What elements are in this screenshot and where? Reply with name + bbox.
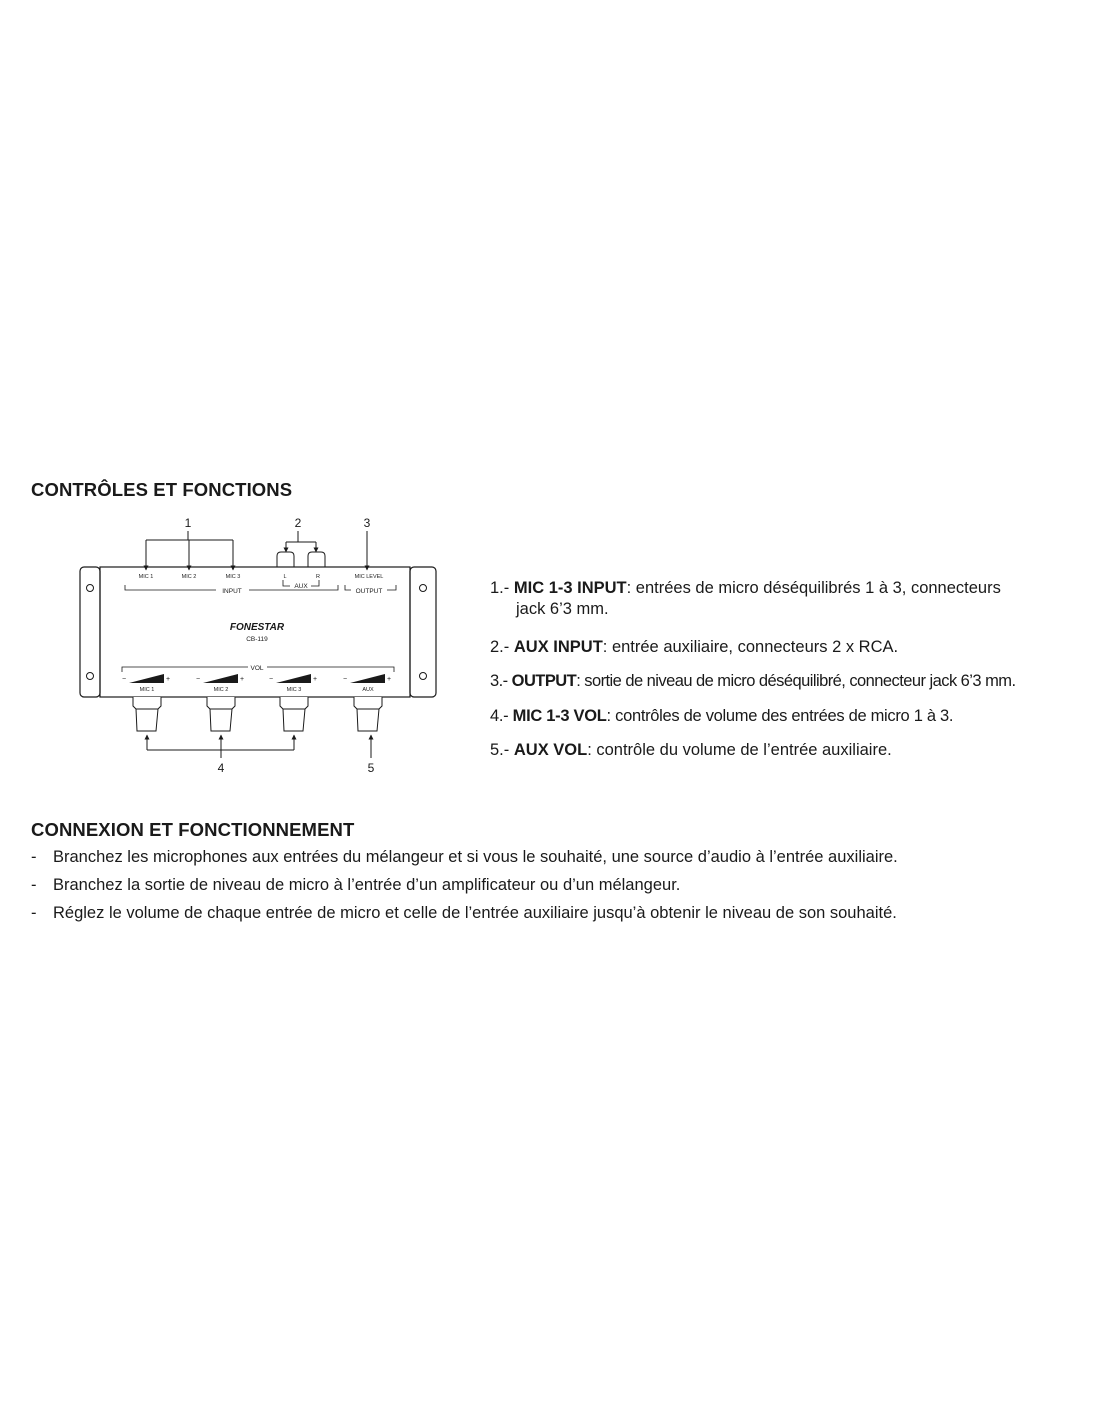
function-number: 3.- bbox=[490, 672, 508, 690]
function-term: MIC 1-3 INPUT bbox=[513, 579, 627, 597]
label-output-group: OUTPUT bbox=[355, 588, 383, 595]
function-item bbox=[490, 578, 1065, 620]
connection-text: Branchez la sortie de niveau de micro à l’entrée d’un amplificateur ou d’un mélangeur. bbox=[53, 876, 681, 894]
label-mic-level: MIC LEVEL bbox=[354, 574, 384, 580]
label-aux-l: L bbox=[283, 574, 287, 580]
label-mic1-input: MIC 1 bbox=[138, 574, 154, 580]
ramp-minus-3: − bbox=[268, 676, 274, 683]
ramp-plus-2: + bbox=[239, 676, 245, 683]
label-aux-r: R bbox=[316, 574, 320, 580]
callout-5: 5 bbox=[367, 761, 375, 775]
label-mic3-input: MIC 3 bbox=[225, 574, 241, 580]
function-term: AUX VOL bbox=[513, 741, 588, 759]
ramp-plus-3: + bbox=[312, 676, 318, 683]
label-mic3-vol: MIC 3 bbox=[286, 687, 302, 693]
callout-1-leader bbox=[146, 531, 233, 570]
function-desc: : entrée auxiliaire, connecteurs 2 x RCA. bbox=[602, 638, 899, 656]
bullet-dash: - bbox=[31, 876, 37, 894]
function-desc: : sortie de niveau de micro déséquilibré, connecteur jack 6’3 mm. bbox=[576, 672, 1016, 690]
connection-text: Réglez le volume de chaque entrée de micro et celle de l’entrée auxiliaire jusqu’à obtenir le niveau de son souhaité. bbox=[53, 904, 897, 922]
function-desc: : entrées de micro déséquilibrés 1 à 3, connecteurs bbox=[626, 579, 1001, 597]
section-title-controls: CONTRÔLES ET FONCTIONS bbox=[31, 479, 293, 500]
ramp-minus-1: − bbox=[121, 676, 127, 683]
function-item bbox=[490, 706, 1065, 727]
ramp-plus-1: + bbox=[165, 676, 171, 683]
function-term: AUX INPUT bbox=[513, 638, 603, 656]
label-aux-group: AUX bbox=[294, 583, 308, 590]
label-aux-vol: AUX bbox=[362, 687, 374, 693]
function-number: 5.- bbox=[490, 741, 510, 759]
callout-2: 2 bbox=[294, 516, 302, 530]
label-vol: VOL bbox=[250, 665, 264, 672]
bullet-dash: - bbox=[31, 848, 37, 866]
function-desc-cont: jack 6’3 mm. bbox=[516, 600, 609, 618]
label-mic2-vol: MIC 2 bbox=[213, 687, 229, 693]
function-desc: : contrôle du volume de l’entrée auxiliaire. bbox=[587, 741, 892, 759]
function-number: 2.- bbox=[490, 638, 510, 656]
callout-1: 1 bbox=[184, 516, 192, 530]
ramp-plus-4: + bbox=[386, 676, 392, 683]
callout-4: 4 bbox=[217, 761, 225, 775]
ramp-minus-4: − bbox=[342, 676, 348, 683]
callout-4-leader bbox=[147, 735, 294, 758]
volume-knob-icons bbox=[133, 697, 382, 731]
connection-text: Branchez les microphones aux entrées du mélangeur et si vous le souhaité, une source d’audio à l’entrée auxiliaire. bbox=[53, 848, 898, 866]
function-number: 1.- bbox=[490, 579, 510, 597]
function-term: OUTPUT bbox=[511, 672, 577, 690]
label-input-group: INPUT bbox=[222, 588, 242, 595]
function-number: 4.- bbox=[490, 707, 509, 725]
callout-2-leader bbox=[286, 531, 316, 552]
label-mic1-vol: MIC 1 bbox=[139, 687, 155, 693]
function-item bbox=[490, 637, 1065, 658]
device-diagram bbox=[78, 512, 440, 782]
label-mic2-input: MIC 2 bbox=[181, 574, 197, 580]
model-number: CB-119 bbox=[246, 636, 268, 643]
brand-logo: FONESTAR bbox=[229, 622, 285, 633]
function-item bbox=[490, 671, 1065, 692]
function-term: MIC 1-3 VOL bbox=[512, 707, 607, 725]
aux-rca-jacks bbox=[277, 552, 325, 567]
callout-3: 3 bbox=[363, 516, 371, 530]
bullet-dash: - bbox=[31, 904, 37, 922]
section-title-connection: CONNEXION ET FONCTIONNEMENT bbox=[31, 819, 355, 840]
function-item bbox=[490, 740, 1065, 761]
function-desc: : contrôles de volume des entrées de micro 1 à 3. bbox=[606, 707, 954, 725]
ramp-minus-2: − bbox=[195, 676, 201, 683]
